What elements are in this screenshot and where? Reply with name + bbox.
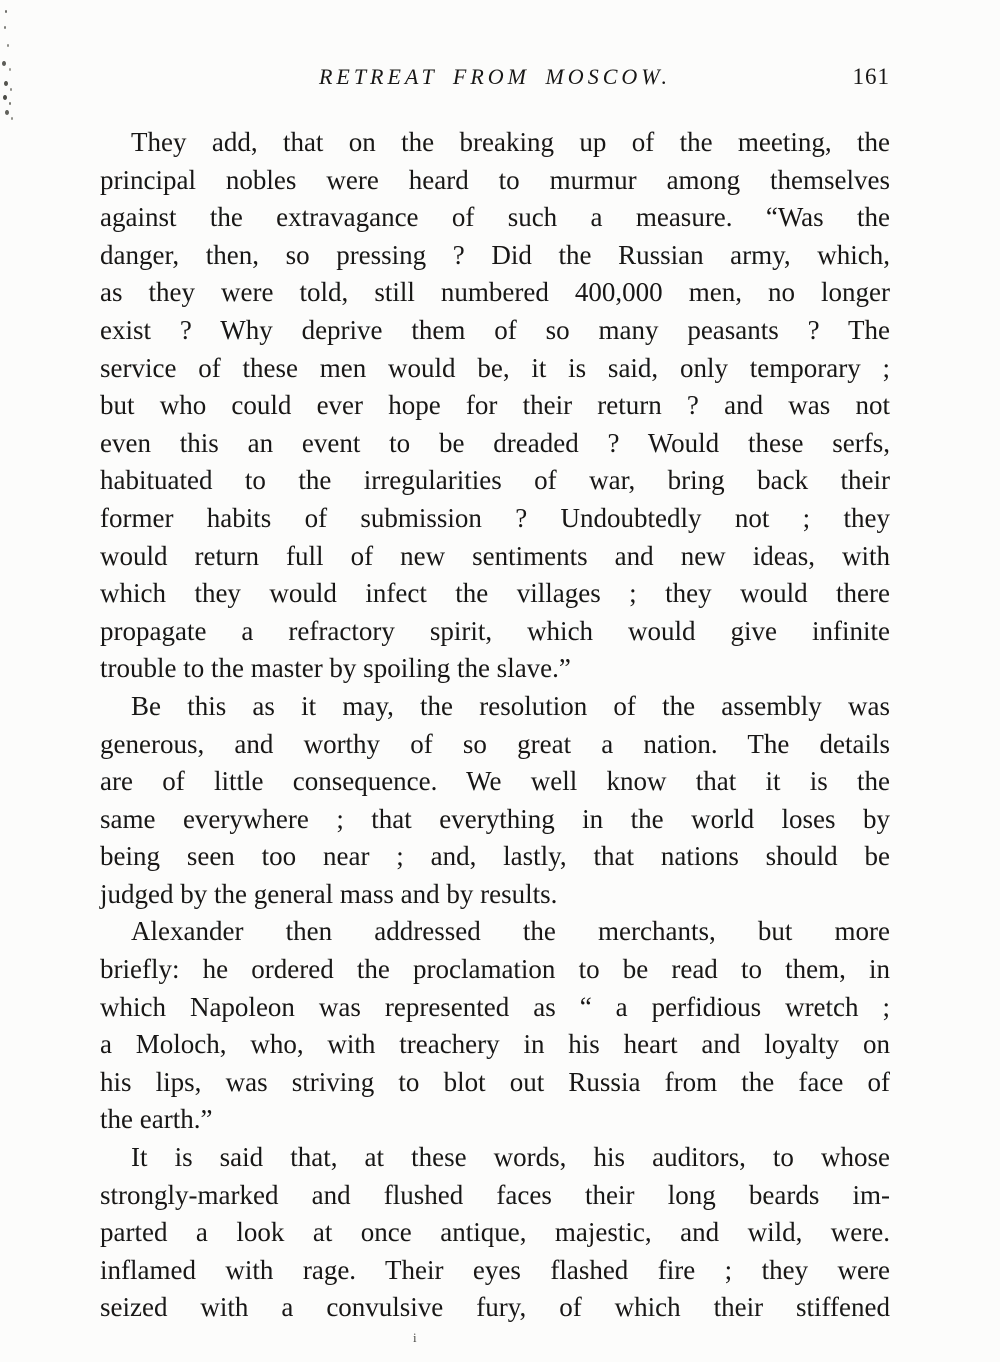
text-line: habituated to the irregularities of war, bring back their bbox=[100, 465, 890, 496]
signature-mark: i bbox=[413, 1330, 417, 1345]
page-number: 161 bbox=[852, 64, 890, 89]
text-line: would return full of new sentiments and new ideas, with bbox=[100, 540, 890, 571]
page-header bbox=[100, 64, 890, 100]
text-line: It is said that, at these words, his auditors, to whose bbox=[131, 1142, 890, 1173]
text-line: even this an event to be dreaded ? Would these serfs, bbox=[100, 427, 890, 458]
text-line: his lips, was striving to blot out Russia from the face of bbox=[100, 1066, 890, 1097]
text-line: a Moloch, who, with treachery in his heart and loyalty on bbox=[100, 1029, 890, 1060]
text-line: strongly-marked and flushed faces their long beards im- bbox=[100, 1179, 890, 1210]
text-line: judged by the general mass and by results. bbox=[100, 878, 558, 909]
text-line: former habits of submission ? Undoubtedly not ; they bbox=[100, 502, 890, 533]
text-line: trouble to the master by spoiling the slave.” bbox=[100, 653, 571, 684]
text-line: danger, then, so pressing ? Did the Russian army, which, bbox=[100, 239, 890, 270]
text-line: same everywhere ; that everything in the world loses by bbox=[100, 803, 890, 834]
text-line: generous, and worthy of so great a nation. The details bbox=[100, 728, 890, 759]
text-line: seized with a convulsive fury, of which their stiffened bbox=[100, 1292, 890, 1323]
scan-speck-artifacts bbox=[5, 10, 7, 13]
text-line: Be this as it may, the resolution of the assembly was bbox=[131, 690, 890, 721]
text-line: exist ? Why deprive them of so many peasants ? The bbox=[100, 314, 890, 345]
text-line: which Napoleon was represented as “ a perfidious wretch ; bbox=[100, 991, 890, 1022]
text-line: but who could ever hope for their return ? and was not bbox=[100, 390, 890, 421]
text-line: They add, that on the breaking up of the meeting, the bbox=[131, 127, 890, 157]
text-line: are of little consequence. We well know that it is the bbox=[100, 766, 890, 797]
page-body bbox=[100, 124, 890, 1327]
text-line: Alexander then addressed the merchants, but more bbox=[131, 916, 890, 947]
text-line: against the extravagance of such a measure. “Was the bbox=[100, 202, 890, 233]
running-head-title: RETREAT FROM MOSCOW. bbox=[318, 64, 672, 89]
text-line: as they were told, still numbered 400,000 men, no longer bbox=[100, 277, 890, 308]
text-line: inflamed with rage. Their eyes flashed fire ; they were bbox=[100, 1254, 890, 1285]
text-line: propagate a refractory spirit, which would give infinite bbox=[100, 615, 890, 646]
text-line: principal nobles were heard to murmur among themselves bbox=[100, 164, 890, 195]
text-line: the earth.” bbox=[100, 1104, 213, 1135]
text-line: service of these men would be, it is said, only temporary ; bbox=[100, 352, 890, 383]
text-line: briefly: he ordered the proclamation to be read to them, in bbox=[100, 954, 890, 985]
text-line: which they would infect the villages ; they would there bbox=[100, 578, 890, 609]
text-line: parted a look at once antique, majestic, and wild, were. bbox=[100, 1217, 890, 1248]
text-line: being seen too near ; and, lastly, that nations should be bbox=[100, 841, 890, 872]
